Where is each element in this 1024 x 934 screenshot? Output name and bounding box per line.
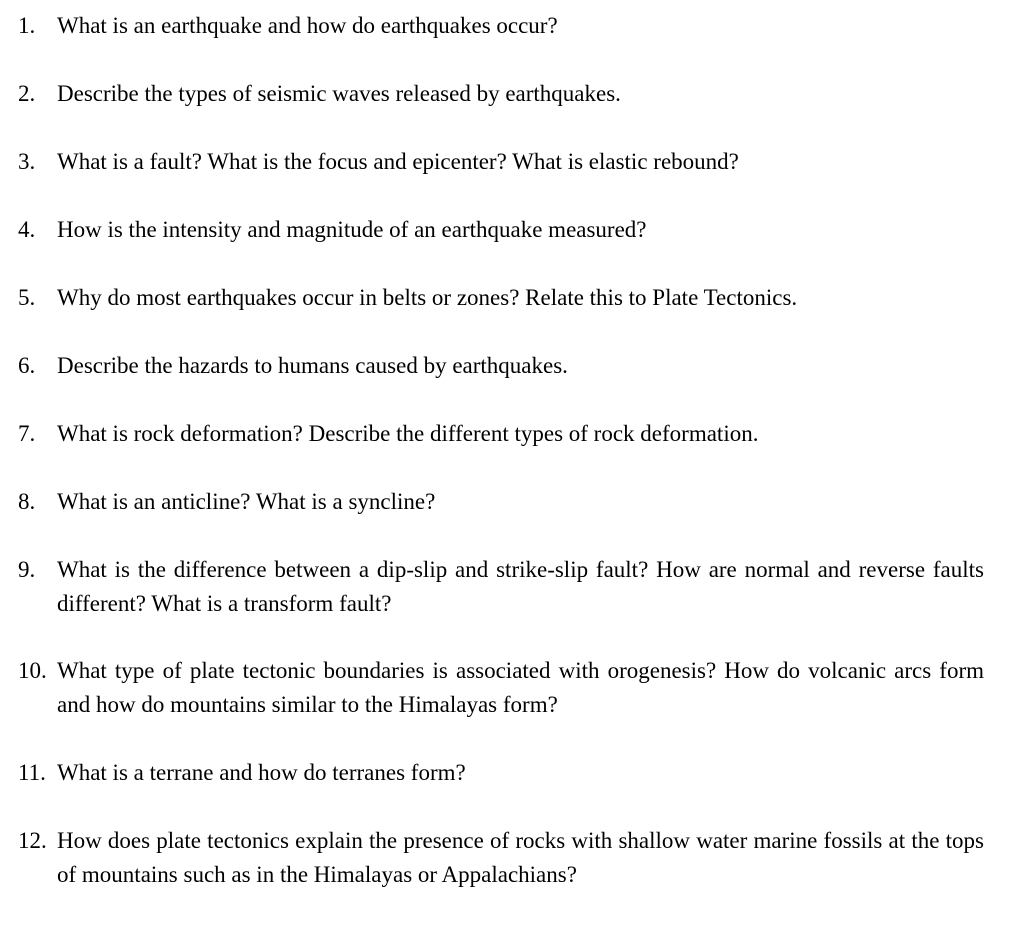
question-text: How does plate tectonics explain the presence of rocks with shallow water marine fossils at the tops of mountains such as in the Himalayas or Appalachians? [57,828,984,887]
question-item [18,349,984,383]
question-number: 9. [18,557,36,582]
question-text: Describe the hazards to humans caused by earthquakes. [57,353,568,378]
question-text: How is the intensity and magnitude of an earthquake measured? [57,217,647,242]
question-number: 12. [18,828,47,853]
question-number: 6. [18,353,36,378]
question-text: What is a fault? What is the focus and epicenter? What is elastic rebound? [57,149,739,174]
question-text: What is a terrane and how do terranes form? [57,760,466,785]
question-number: 2. [18,81,36,106]
question-item [18,553,984,621]
question-text: What is an earthquake and how do earthquakes occur? [57,13,558,38]
question-text: What is the difference between a dip-slip and strike-slip fault? How are normal and reverse faults different? What is a transform fault? [57,557,984,616]
question-number: 10. [18,658,47,683]
question-text: What is an anticline? What is a syncline? [57,489,436,514]
question-item [18,145,984,179]
question-item [18,654,984,722]
question-item [18,281,984,315]
question-text: What type of plate tectonic boundaries is associated with orogenesis? How do volcanic arcs form and how do mountains similar to the Himalayas form? [57,658,984,717]
question-text: Why do most earthquakes occur in belts or zones? Relate this to Plate Tectonics. [57,285,798,310]
question-number: 3. [18,149,36,174]
question-text: What is rock deformation? Describe the different types of rock deformation. [57,421,759,446]
question-number: 7. [18,421,36,446]
question-number: 5. [18,285,36,310]
question-item [18,213,984,247]
question-number: 8. [18,489,36,514]
question-number: 1. [18,13,36,38]
question-item [18,485,984,519]
question-item [18,756,984,790]
question-item [18,824,984,892]
question-item [18,9,984,43]
question-text: Describe the types of seismic waves released by earthquakes. [57,81,621,106]
question-number: 4. [18,217,36,242]
question-number: 11. [18,760,46,785]
question-item [18,77,984,111]
question-item [18,417,984,451]
